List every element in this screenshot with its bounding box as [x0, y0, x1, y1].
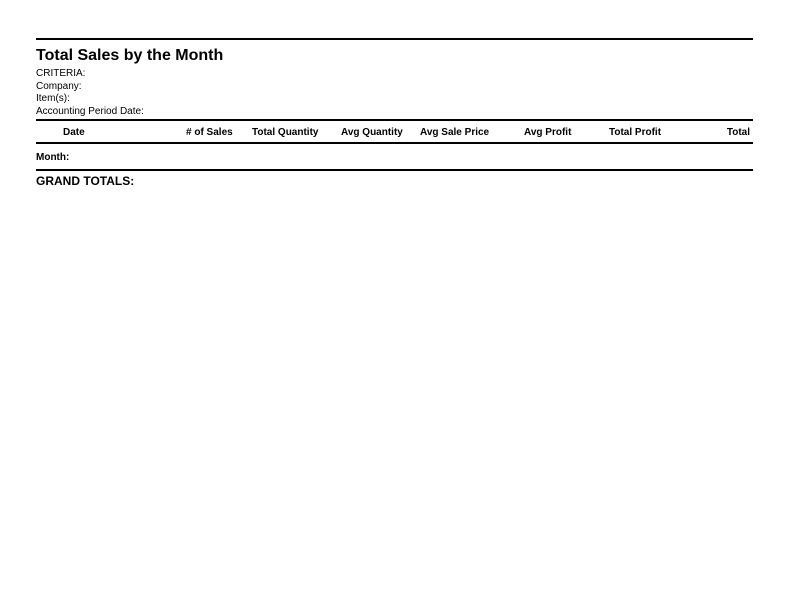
top-rule [36, 38, 753, 40]
criteria-items: Item(s): [36, 93, 70, 104]
col-total-profit: Total Profit [609, 127, 662, 138]
criteria-period: Accounting Period Date: [36, 105, 144, 117]
col-date: Date [63, 127, 85, 138]
grand-totals-rule [36, 169, 753, 171]
col-total: Total [726, 127, 750, 138]
report [36, 38, 753, 188]
criteria-block [36, 68, 753, 118]
col-avg-quantity: Avg Quantity [341, 127, 403, 138]
column-header-row [36, 121, 753, 142]
col-avg-sale-price: Avg Sale Price [420, 127, 490, 138]
month-label: Month: [36, 152, 70, 163]
criteria-heading: CRITERIA: [36, 68, 86, 79]
criteria-company: Company: [36, 80, 82, 92]
report-title: Total Sales by the Month [36, 47, 224, 64]
month-row [36, 144, 753, 169]
grand-totals-label: GRAND TOTALS: [36, 174, 135, 188]
col-num-sales: # of Sales [186, 127, 233, 138]
col-total-quantity: Total Quantity [252, 127, 319, 138]
col-avg-profit: Avg Profit [524, 127, 572, 138]
